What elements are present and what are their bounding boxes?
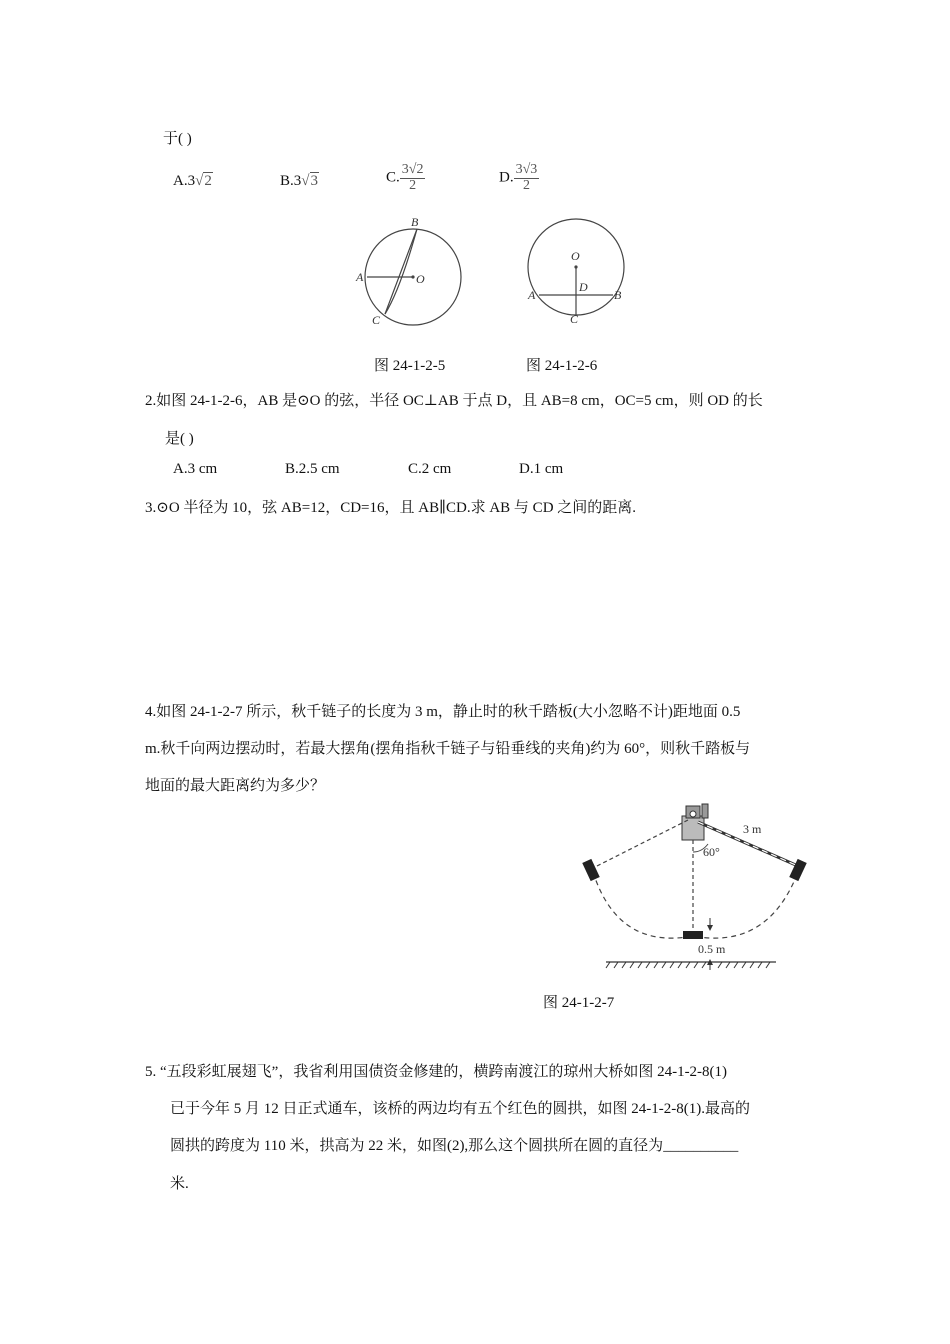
q5-line-1: 5. “五段彩虹展翅飞”，我省利用国债资金修建的，横跨南渡江的琼州大桥如图 24-1-2-8(1)	[145, 1064, 728, 1080]
q5-line-2: 已于今年 5 月 12 日正式通车，该桥的两边均有五个红色的圆拱，如图 24-1-2-8(1).最高的	[170, 1101, 750, 1117]
q1-option-b-radicand: 3	[310, 173, 318, 189]
rest-seat	[683, 931, 703, 939]
sqrt-symbol: √2	[195, 173, 212, 189]
q2-option-a[interactable]: A.3 cm	[173, 461, 218, 477]
q5-answer-blank[interactable]: __________	[663, 1138, 739, 1154]
q2-line-2: 是( )	[165, 431, 194, 447]
figure-24-1-2-6	[520, 210, 635, 330]
q1-option-a-label: A.3	[173, 173, 196, 189]
q5-line-3	[170, 1134, 738, 1155]
fig5-label-o: O	[416, 272, 425, 286]
q1-option-c-denominator: 2	[409, 177, 417, 193]
left-seat	[582, 859, 600, 881]
q4-line-3: 地面的最大距离约为多少？	[145, 778, 326, 794]
q2-line-1: 2.如图 24-1-2-6，AB 是⊙O 的弦，半径 OC⊥AB 于点 D，且 AB=8 cm，OC=5 cm，则 OD 的长	[145, 393, 763, 409]
figure-24-1-2-7	[578, 800, 813, 980]
q1-option-c-radicand: 2	[416, 162, 424, 177]
fig6-label-o: O	[571, 249, 580, 263]
fig5-label-a: A	[356, 270, 364, 284]
fig5-label-b: B	[411, 215, 419, 229]
q2-option-d[interactable]: D.1 cm	[519, 461, 564, 477]
q1-option-d-denominator: 2	[522, 177, 530, 193]
q2-option-b[interactable]: B.2.5 cm	[285, 461, 340, 477]
q5-line-4: 米.	[170, 1176, 189, 1192]
fig6-label-d: D	[579, 280, 588, 294]
sqrt-symbol: √3	[301, 173, 318, 189]
q2-option-c[interactable]: C.2 cm	[408, 461, 452, 477]
q1-option-c-coef: 3	[401, 162, 409, 177]
fig5-caption: 图 24-1-2-5	[374, 358, 446, 374]
fig6-caption: 图 24-1-2-6	[526, 358, 598, 374]
fig6-label-c: C	[570, 312, 579, 326]
length-label: 3 m	[743, 822, 762, 836]
q1-option-b[interactable]	[280, 173, 319, 190]
swing-pivot-icon	[682, 804, 708, 840]
q1-option-d-coef: 3	[515, 162, 523, 177]
q4-line-2: m.秋千向两边摆动时，若最大摆角(摆角指秋千链子与铅垂线的夹角)约为 60°，则秋千踏板与	[145, 741, 751, 757]
q1-option-c[interactable]	[386, 163, 425, 193]
fig6-label-b: B	[614, 288, 622, 302]
fig7-caption: 图 24-1-2-7	[543, 995, 615, 1011]
q5-line-3-text: 圆拱的跨度为 110 米，拱高为 22 米，如图(2),那么这个圆拱所在圆的直径为	[170, 1138, 664, 1154]
q1-option-a[interactable]	[173, 173, 213, 190]
fig5-label-c: C	[372, 313, 381, 327]
ground-hatch	[606, 962, 770, 968]
q1-option-d[interactable]	[499, 163, 539, 193]
figure-24-1-2-5	[350, 210, 475, 330]
q3-text: 3.⊙O 半径为 10，弦 AB=12，CD=16，且 AB∥CD.求 AB 与 CD 之间的距离.	[145, 500, 637, 516]
fig6-label-a: A	[528, 288, 536, 302]
q1-option-d-label: D.	[499, 169, 514, 186]
q1-option-b-label: B.3	[280, 173, 302, 189]
q1-option-c-label: C.	[386, 169, 400, 186]
angle-label: 60°	[703, 845, 720, 859]
height-label: 0.5 m	[698, 942, 726, 956]
q1-stem-tail: 于( )	[163, 131, 192, 147]
q1-option-d-radicand: 3	[530, 162, 538, 177]
q1-option-d-fraction: $\frac{3√3}{2}$	[515, 162, 538, 193]
q4-line-1: 4.如图 24-1-2-7 所示，秋千链子的长度为 3 m，静止时的秋千踏板(大小忽略不计)距地面 0.5	[145, 704, 741, 720]
q1-option-a-radicand: 2	[204, 173, 212, 189]
q1-option-c-fraction: $\frac{3√2}{2}$	[401, 162, 424, 193]
